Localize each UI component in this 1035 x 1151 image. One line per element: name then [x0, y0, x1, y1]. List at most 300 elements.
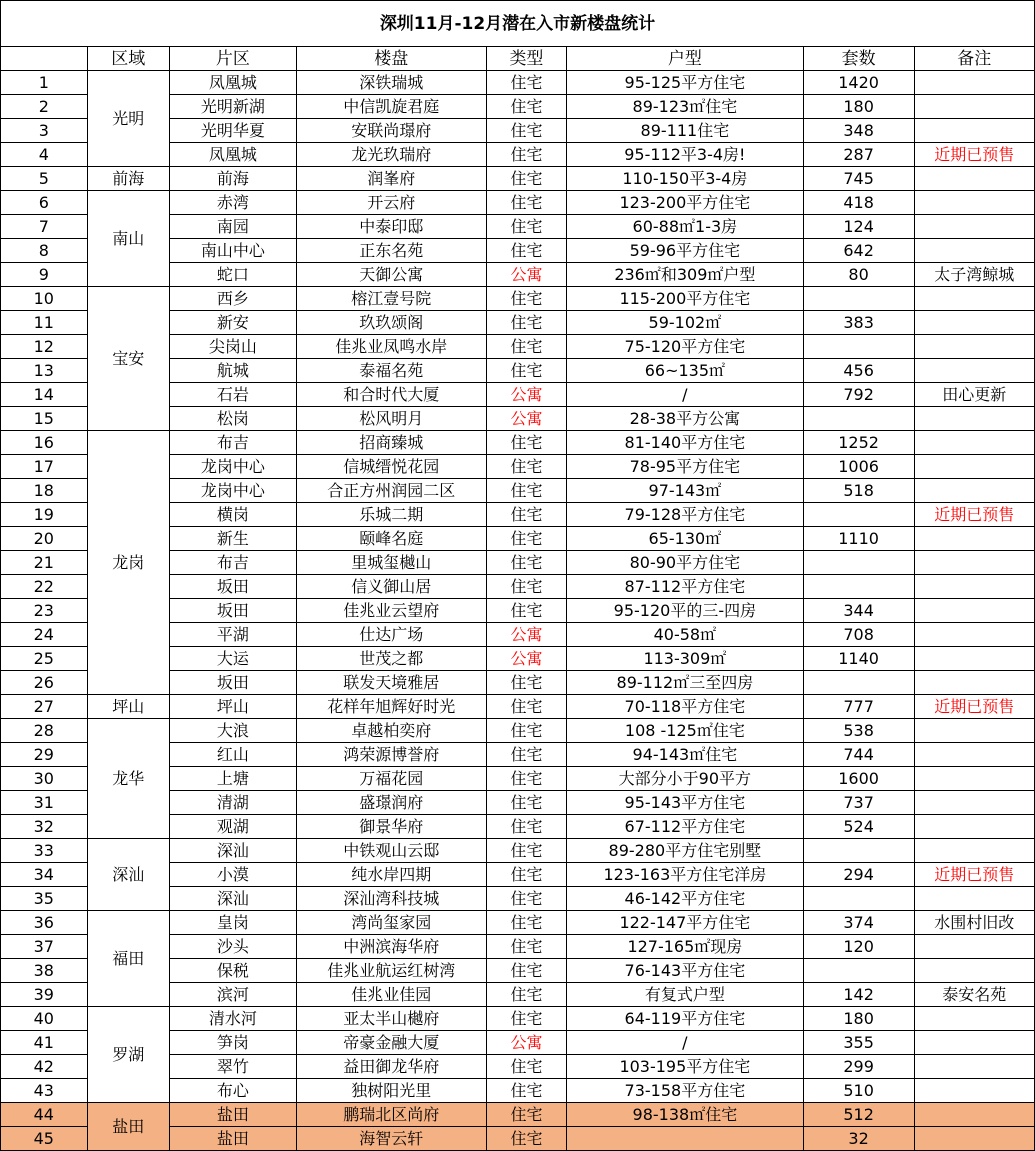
layout-cell: 115-200平方住宅	[567, 287, 804, 311]
type-cell: 住宅	[486, 503, 566, 527]
area-cell: 西乡	[169, 287, 296, 311]
units-cell: 1140	[803, 647, 914, 671]
layout-cell: 87-112平方住宅	[567, 575, 804, 599]
layout-cell: 40-58㎡	[567, 623, 804, 647]
header-layout: 户型	[567, 47, 804, 71]
remark-cell	[914, 215, 1034, 239]
table-row	[1, 911, 1035, 935]
header-type: 类型	[486, 47, 566, 71]
area-cell: 凤凰城	[169, 71, 296, 95]
remark-cell	[914, 791, 1034, 815]
row-index: 44	[1, 1103, 88, 1127]
layout-cell: 大部分小于90平方	[567, 767, 804, 791]
project-cell: 信城缙悦花园	[296, 455, 486, 479]
units-cell: 355	[803, 1031, 914, 1055]
row-index: 27	[1, 695, 88, 719]
area-cell: 布心	[169, 1079, 296, 1103]
remark-cell	[914, 671, 1034, 695]
area-cell: 深汕	[169, 839, 296, 863]
type-cell: 住宅	[486, 431, 566, 455]
remark-cell: 近期已预售	[914, 143, 1034, 167]
remark-cell: 太子湾鲸城	[914, 263, 1034, 287]
layout-cell: 98-138㎡住宅	[567, 1103, 804, 1127]
header-units: 套数	[803, 47, 914, 71]
project-cell: 中信凯旋君庭	[296, 95, 486, 119]
row-index: 42	[1, 1055, 88, 1079]
type-cell: 住宅	[486, 767, 566, 791]
units-cell: 344	[803, 599, 914, 623]
project-cell: 佳兆业佳园	[296, 983, 486, 1007]
table-row	[1, 71, 1035, 95]
table-row	[1, 1007, 1035, 1031]
layout-cell: 113-309㎡	[567, 647, 804, 671]
layout-cell: 80-90平方住宅	[567, 551, 804, 575]
remark-cell	[914, 71, 1034, 95]
row-index: 18	[1, 479, 88, 503]
area-cell: 松岗	[169, 407, 296, 431]
area-cell: 大浪	[169, 719, 296, 743]
type-cell: 住宅	[486, 287, 566, 311]
layout-cell: 59-96平方住宅	[567, 239, 804, 263]
row-index: 33	[1, 839, 88, 863]
layout-cell: 123-200平方住宅	[567, 191, 804, 215]
region-cell: 龙华	[87, 719, 169, 839]
area-cell: 新生	[169, 527, 296, 551]
remark-cell	[914, 311, 1034, 335]
row-index: 19	[1, 503, 88, 527]
title-row	[1, 1, 1035, 47]
project-cell: 深铁瑞城	[296, 71, 486, 95]
units-cell: 512	[803, 1103, 914, 1127]
row-index: 9	[1, 263, 88, 287]
layout-cell: 28-38平方公寓	[567, 407, 804, 431]
table-row	[1, 719, 1035, 743]
project-cell: 花样年旭辉好时光	[296, 695, 486, 719]
project-cell: 纯水岸四期	[296, 863, 486, 887]
row-index: 34	[1, 863, 88, 887]
remark-cell: 田心更新	[914, 383, 1034, 407]
layout-cell: 78-95平方住宅	[567, 455, 804, 479]
type-cell: 住宅	[486, 1079, 566, 1103]
remark-cell: 水围村旧改	[914, 911, 1034, 935]
remark-cell	[914, 551, 1034, 575]
area-cell: 盐田	[169, 1103, 296, 1127]
remark-cell	[914, 839, 1034, 863]
project-cell: 泰福名苑	[296, 359, 486, 383]
region-cell: 南山	[87, 191, 169, 287]
remark-cell	[914, 479, 1034, 503]
area-cell: 滨河	[169, 983, 296, 1007]
remark-cell	[914, 935, 1034, 959]
area-cell: 大运	[169, 647, 296, 671]
area-cell: 光明华夏	[169, 119, 296, 143]
type-cell: 住宅	[486, 575, 566, 599]
layout-cell: 60-88㎡1-3房	[567, 215, 804, 239]
type-cell: 住宅	[486, 935, 566, 959]
project-cell: 海智云轩	[296, 1127, 486, 1151]
type-cell: 住宅	[486, 167, 566, 191]
units-cell: 124	[803, 215, 914, 239]
type-cell: 住宅	[486, 311, 566, 335]
project-cell: 佳兆业航运红树湾	[296, 959, 486, 983]
project-cell: 和合时代大厦	[296, 383, 486, 407]
project-cell: 合正方州润园二区	[296, 479, 486, 503]
project-cell: 天御公寓	[296, 263, 486, 287]
type-cell: 住宅	[486, 791, 566, 815]
units-cell	[803, 503, 914, 527]
remark-cell: 泰安名苑	[914, 983, 1034, 1007]
units-cell: 518	[803, 479, 914, 503]
type-cell: 住宅	[486, 1127, 566, 1151]
remark-cell	[914, 1007, 1034, 1031]
table-row	[1, 839, 1035, 863]
row-index: 41	[1, 1031, 88, 1055]
row-index: 5	[1, 167, 88, 191]
remark-cell	[914, 359, 1034, 383]
layout-cell: 89-280平方住宅别墅	[567, 839, 804, 863]
type-cell: 公寓	[486, 623, 566, 647]
row-index: 37	[1, 935, 88, 959]
area-cell: 蛇口	[169, 263, 296, 287]
row-index: 23	[1, 599, 88, 623]
units-cell	[803, 839, 914, 863]
table-row	[1, 1103, 1035, 1127]
project-cell: 润峯府	[296, 167, 486, 191]
area-cell: 赤湾	[169, 191, 296, 215]
remark-cell	[914, 1103, 1034, 1127]
layout-cell: 73-158平方住宅	[567, 1079, 804, 1103]
remark-cell	[914, 1055, 1034, 1079]
table-row	[1, 167, 1035, 191]
units-cell	[803, 575, 914, 599]
area-cell: 清水河	[169, 1007, 296, 1031]
layout-cell: 95-112平3-4房!	[567, 143, 804, 167]
units-cell: 538	[803, 719, 914, 743]
units-cell: 777	[803, 695, 914, 719]
header-row	[1, 47, 1035, 71]
row-index: 15	[1, 407, 88, 431]
layout-cell: /	[567, 383, 804, 407]
layout-cell: 75-120平方住宅	[567, 335, 804, 359]
type-cell: 住宅	[486, 983, 566, 1007]
project-cell: 佳兆业云望府	[296, 599, 486, 623]
row-index: 20	[1, 527, 88, 551]
project-cell: 益田御龙华府	[296, 1055, 486, 1079]
area-cell: 上塘	[169, 767, 296, 791]
remark-cell	[914, 719, 1034, 743]
header-remark: 备注	[914, 47, 1034, 71]
area-cell: 深汕	[169, 887, 296, 911]
type-cell: 住宅	[486, 743, 566, 767]
area-cell: 布吉	[169, 431, 296, 455]
area-cell: 翠竹	[169, 1055, 296, 1079]
project-cell: 佳兆业凤鸣水岸	[296, 335, 486, 359]
remark-cell: 近期已预售	[914, 863, 1034, 887]
project-cell: 中泰印邸	[296, 215, 486, 239]
remark-cell	[914, 1079, 1034, 1103]
units-cell: 510	[803, 1079, 914, 1103]
row-index: 7	[1, 215, 88, 239]
area-cell: 南山中心	[169, 239, 296, 263]
row-index: 40	[1, 1007, 88, 1031]
units-cell: 418	[803, 191, 914, 215]
row-index: 24	[1, 623, 88, 647]
units-cell: 180	[803, 95, 914, 119]
project-cell: 信义御山居	[296, 575, 486, 599]
project-cell: 开云府	[296, 191, 486, 215]
project-cell: 万福花园	[296, 767, 486, 791]
remark-cell	[914, 335, 1034, 359]
area-cell: 光明新湖	[169, 95, 296, 119]
row-index: 25	[1, 647, 88, 671]
row-index: 3	[1, 119, 88, 143]
area-cell: 横岗	[169, 503, 296, 527]
remark-cell: 近期已预售	[914, 503, 1034, 527]
area-cell: 新安	[169, 311, 296, 335]
remark-cell	[914, 815, 1034, 839]
units-cell: 642	[803, 239, 914, 263]
remark-cell	[914, 959, 1034, 983]
area-cell: 石岩	[169, 383, 296, 407]
layout-cell: 76-143平方住宅	[567, 959, 804, 983]
project-cell: 盛璟润府	[296, 791, 486, 815]
table-row	[1, 191, 1035, 215]
type-cell: 住宅	[486, 551, 566, 575]
project-cell: 帝豪金融大厦	[296, 1031, 486, 1055]
units-cell: 1252	[803, 431, 914, 455]
layout-cell	[567, 1127, 804, 1151]
area-cell: 红山	[169, 743, 296, 767]
project-cell: 榕江壹号院	[296, 287, 486, 311]
units-cell	[803, 887, 914, 911]
type-cell: 住宅	[486, 863, 566, 887]
type-cell: 住宅	[486, 455, 566, 479]
row-index: 31	[1, 791, 88, 815]
units-cell: 180	[803, 1007, 914, 1031]
type-cell: 住宅	[486, 887, 566, 911]
area-cell: 龙岗中心	[169, 479, 296, 503]
row-index: 16	[1, 431, 88, 455]
project-cell: 安联尚璟府	[296, 119, 486, 143]
remark-cell	[914, 575, 1034, 599]
row-index: 43	[1, 1079, 88, 1103]
remark-cell	[914, 95, 1034, 119]
type-cell: 住宅	[486, 119, 566, 143]
layout-cell: 89-123㎡住宅	[567, 95, 804, 119]
project-cell: 卓越柏奕府	[296, 719, 486, 743]
type-cell: 住宅	[486, 839, 566, 863]
project-cell: 玖玖颂阁	[296, 311, 486, 335]
units-cell: 374	[803, 911, 914, 935]
project-cell: 仕达广场	[296, 623, 486, 647]
row-index: 22	[1, 575, 88, 599]
area-cell: 尖岗山	[169, 335, 296, 359]
project-cell: 乐城二期	[296, 503, 486, 527]
project-cell: 鸿荣源博誉府	[296, 743, 486, 767]
layout-cell: 89-111住宅	[567, 119, 804, 143]
project-cell: 里城玺樾山	[296, 551, 486, 575]
units-cell: 708	[803, 623, 914, 647]
row-index: 35	[1, 887, 88, 911]
type-cell: 公寓	[486, 407, 566, 431]
remark-cell	[914, 167, 1034, 191]
type-cell: 公寓	[486, 647, 566, 671]
type-cell: 住宅	[486, 335, 566, 359]
area-cell: 观湖	[169, 815, 296, 839]
type-cell: 住宅	[486, 143, 566, 167]
layout-cell: 81-140平方住宅	[567, 431, 804, 455]
layout-cell: 66~135㎡	[567, 359, 804, 383]
row-index: 30	[1, 767, 88, 791]
units-cell: 456	[803, 359, 914, 383]
units-cell: 383	[803, 311, 914, 335]
table-row	[1, 287, 1035, 311]
layout-cell: 64-119平方住宅	[567, 1007, 804, 1031]
units-cell: 287	[803, 143, 914, 167]
units-cell: 1006	[803, 455, 914, 479]
type-cell: 住宅	[486, 479, 566, 503]
project-cell: 湾尚玺家园	[296, 911, 486, 935]
type-cell: 住宅	[486, 527, 566, 551]
units-cell: 524	[803, 815, 914, 839]
type-cell: 住宅	[486, 911, 566, 935]
type-cell: 住宅	[486, 71, 566, 95]
layout-cell: 70-118平方住宅	[567, 695, 804, 719]
region-cell: 罗湖	[87, 1007, 169, 1103]
area-cell: 坂田	[169, 575, 296, 599]
type-cell: 公寓	[486, 263, 566, 287]
type-cell: 住宅	[486, 239, 566, 263]
row-index: 45	[1, 1127, 88, 1151]
project-cell: 御景华府	[296, 815, 486, 839]
row-index: 6	[1, 191, 88, 215]
header-index	[1, 47, 88, 71]
units-cell: 142	[803, 983, 914, 1007]
remark-cell	[914, 407, 1034, 431]
layout-cell: 122-147平方住宅	[567, 911, 804, 935]
row-index: 2	[1, 95, 88, 119]
region-cell: 龙岗	[87, 431, 169, 695]
layout-cell: 108 -125㎡住宅	[567, 719, 804, 743]
remark-cell	[914, 119, 1034, 143]
area-cell: 航城	[169, 359, 296, 383]
remark-cell	[914, 767, 1034, 791]
layout-cell: 95-125平方住宅	[567, 71, 804, 95]
area-cell: 凤凰城	[169, 143, 296, 167]
layout-cell: 236㎡和309㎡户型	[567, 263, 804, 287]
project-cell: 松风明月	[296, 407, 486, 431]
layout-cell: 110-150平3-4房	[567, 167, 804, 191]
type-cell: 住宅	[486, 719, 566, 743]
remark-cell	[914, 287, 1034, 311]
table-row	[1, 431, 1035, 455]
row-index: 36	[1, 911, 88, 935]
type-cell: 住宅	[486, 599, 566, 623]
area-cell: 前海	[169, 167, 296, 191]
row-index: 1	[1, 71, 88, 95]
project-cell: 联发天境雅居	[296, 671, 486, 695]
remark-cell	[914, 623, 1034, 647]
project-cell: 中洲滨海华府	[296, 935, 486, 959]
units-cell: 1420	[803, 71, 914, 95]
type-cell: 住宅	[486, 191, 566, 215]
project-cell: 独树阳光里	[296, 1079, 486, 1103]
area-cell: 清湖	[169, 791, 296, 815]
remark-cell	[914, 887, 1034, 911]
header-region: 区域	[87, 47, 169, 71]
area-cell: 布吉	[169, 551, 296, 575]
project-cell: 龙光玖瑞府	[296, 143, 486, 167]
project-cell: 中铁观山云邸	[296, 839, 486, 863]
row-index: 8	[1, 239, 88, 263]
layout-cell: 有复式户型	[567, 983, 804, 1007]
layout-cell: /	[567, 1031, 804, 1055]
table-row	[1, 695, 1035, 719]
project-cell: 深汕湾科技城	[296, 887, 486, 911]
region-cell: 前海	[87, 167, 169, 191]
remark-cell	[914, 599, 1034, 623]
layout-cell: 127-165㎡现房	[567, 935, 804, 959]
row-index: 39	[1, 983, 88, 1007]
layout-cell: 67-112平方住宅	[567, 815, 804, 839]
units-cell: 744	[803, 743, 914, 767]
area-cell: 平湖	[169, 623, 296, 647]
row-index: 26	[1, 671, 88, 695]
units-cell: 792	[803, 383, 914, 407]
project-cell: 世茂之都	[296, 647, 486, 671]
units-cell: 1110	[803, 527, 914, 551]
layout-cell: 103-195平方住宅	[567, 1055, 804, 1079]
remark-cell	[914, 191, 1034, 215]
type-cell: 住宅	[486, 359, 566, 383]
units-cell: 745	[803, 167, 914, 191]
type-cell: 住宅	[486, 215, 566, 239]
project-cell: 正东名苑	[296, 239, 486, 263]
layout-cell: 59-102㎡	[567, 311, 804, 335]
units-cell	[803, 407, 914, 431]
remark-cell	[914, 431, 1034, 455]
region-cell: 深汕	[87, 839, 169, 911]
remark-cell	[914, 239, 1034, 263]
region-cell: 坪山	[87, 695, 169, 719]
area-cell: 小漠	[169, 863, 296, 887]
units-cell	[803, 959, 914, 983]
header-area: 片区	[169, 47, 296, 71]
remark-cell	[914, 743, 1034, 767]
row-index: 10	[1, 287, 88, 311]
project-cell: 招商臻城	[296, 431, 486, 455]
area-cell: 皇岗	[169, 911, 296, 935]
units-cell: 120	[803, 935, 914, 959]
row-index: 14	[1, 383, 88, 407]
project-cell: 鹏瑞北区尚府	[296, 1103, 486, 1127]
layout-cell: 94-143㎡住宅	[567, 743, 804, 767]
units-cell: 80	[803, 263, 914, 287]
row-index: 13	[1, 359, 88, 383]
type-cell: 公寓	[486, 383, 566, 407]
type-cell: 住宅	[486, 815, 566, 839]
area-cell: 沙头	[169, 935, 296, 959]
header-project: 楼盘	[296, 47, 486, 71]
units-cell: 32	[803, 1127, 914, 1151]
type-cell: 住宅	[486, 1055, 566, 1079]
row-index: 38	[1, 959, 88, 983]
row-index: 21	[1, 551, 88, 575]
row-index: 4	[1, 143, 88, 167]
units-cell: 737	[803, 791, 914, 815]
layout-cell: 97-143㎡	[567, 479, 804, 503]
region-cell: 光明	[87, 71, 169, 167]
